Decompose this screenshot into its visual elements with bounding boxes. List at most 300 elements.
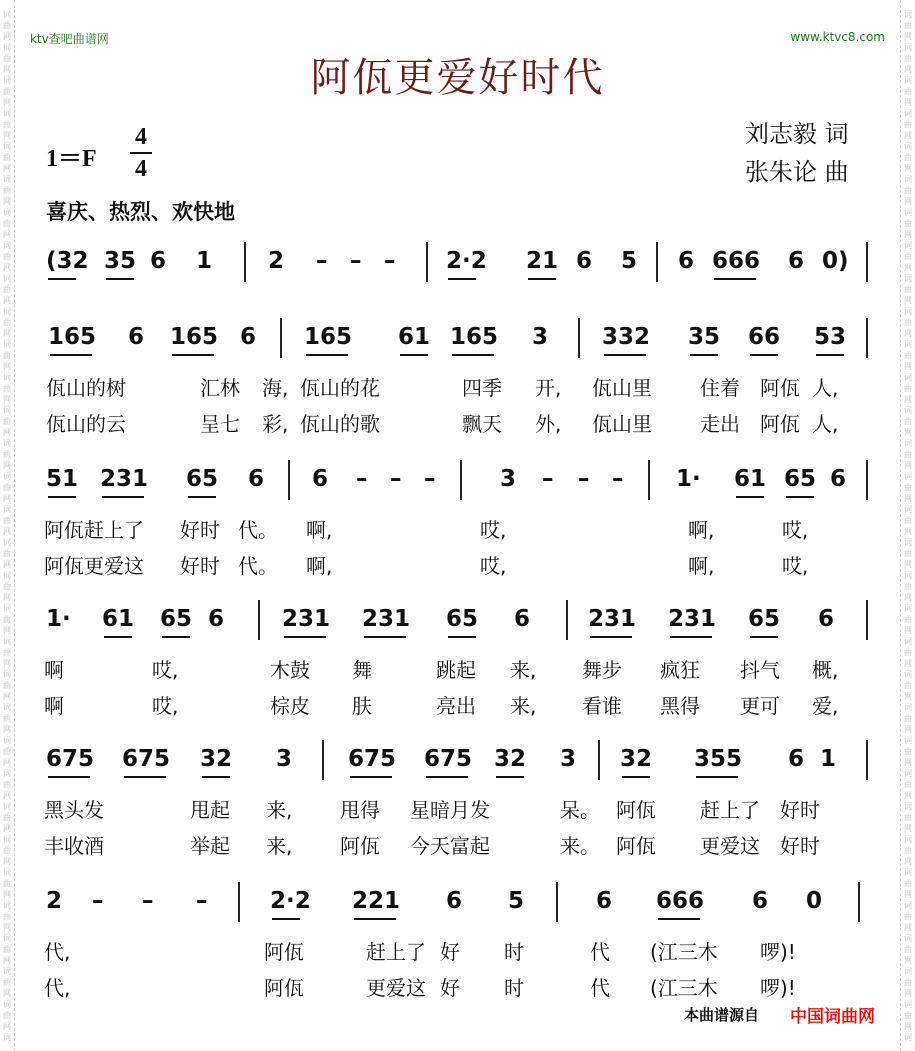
watermark-char: 网 [904, 362, 912, 371]
lyric-word: 代, [44, 940, 71, 964]
lyric-word: 啊, [306, 518, 333, 542]
beam-line [350, 776, 392, 778]
watermark-char: 网 [3, 824, 11, 833]
key-signature: 1＝F [46, 146, 97, 172]
lyric-word: 代。 [238, 518, 278, 542]
bar-line [280, 318, 282, 358]
beam-line [400, 354, 428, 356]
watermark-char: 网 [3, 626, 11, 635]
note-group: 0 [806, 888, 823, 914]
note-group: 53 [814, 324, 847, 350]
beam-line [496, 776, 524, 778]
time-top: 4 [135, 124, 147, 150]
watermark-char: 曲 [904, 186, 912, 195]
note-group: 1· [46, 606, 71, 632]
note-group: 6 [150, 248, 167, 274]
note-group: – [92, 888, 104, 914]
watermark-char: 曲 [904, 54, 912, 63]
watermark-char: 网 [904, 230, 912, 239]
watermark-char: 词 [904, 1033, 912, 1042]
watermark-char: 词 [3, 604, 11, 613]
lyric-word: (江三木 [650, 976, 718, 1000]
watermark-char: 网 [904, 527, 912, 536]
lyric-word: 疯狂 [660, 658, 700, 682]
lyric-word: 啰)! [760, 976, 796, 1000]
watermark-char: 网 [904, 692, 912, 701]
lyrics-line-1 [0, 794, 915, 824]
watermark-char: 曲 [3, 879, 11, 888]
watermark-char: 曲 [904, 318, 912, 327]
watermark-char: 曲 [3, 813, 11, 822]
bar-line [656, 242, 658, 282]
note-group: 65 [186, 466, 219, 492]
lyric-word: 肤 [352, 694, 372, 718]
note-group: 61 [102, 606, 135, 632]
source-label: 本曲谱源自 [684, 1006, 760, 1024]
watermark-char: 词 [3, 868, 11, 877]
watermark-char: 词 [3, 802, 11, 811]
note-group: 165 [48, 324, 97, 350]
note-group: – [356, 466, 368, 492]
watermark-char: 词 [3, 934, 11, 943]
note-group: 666 [712, 248, 761, 274]
note-group: – [196, 888, 208, 914]
beam-line [272, 918, 300, 920]
beam-line [448, 278, 476, 280]
note-group: 6 [312, 466, 329, 492]
watermark-char: 网 [3, 98, 11, 107]
lyric-word: 星暗月发 [410, 798, 490, 822]
watermark-char: 网 [3, 263, 11, 272]
lyric-word: 更爱这 [366, 976, 426, 1000]
watermark-char: 词 [3, 472, 11, 481]
watermark-char: 词 [904, 43, 912, 52]
watermark-char: 词 [3, 340, 11, 349]
watermark-char: 词 [904, 670, 912, 679]
note-group: 2 [46, 888, 63, 914]
lyric-word: 佤山的树 [46, 376, 126, 400]
lyricist: 刘志毅 词 [745, 120, 849, 148]
lyric-word: 时 [504, 940, 524, 964]
beam-line [696, 776, 738, 778]
beam-line [48, 496, 76, 498]
beam-line [690, 354, 718, 356]
note-group: 6 [752, 888, 769, 914]
lyric-word: 阿佤 [616, 834, 656, 858]
watermark-char: 词 [904, 373, 912, 382]
watermark-char: 曲 [904, 1011, 912, 1020]
watermark-char: 网 [904, 890, 912, 899]
note-group: 6 [248, 466, 265, 492]
watermark-char: 曲 [3, 945, 11, 954]
watermark-char: 网 [904, 1022, 912, 1031]
watermark-char: 网 [3, 725, 11, 734]
beam-line [786, 496, 814, 498]
beam-line [448, 636, 476, 638]
lyrics-line-2 [0, 972, 915, 1002]
watermark-char: 曲 [3, 912, 11, 921]
watermark-char: 网 [3, 428, 11, 437]
watermark-char: 网 [3, 527, 11, 536]
note-group: – [316, 248, 328, 274]
note-group: 1· [676, 466, 701, 492]
lyric-word: 代, [44, 976, 71, 1000]
beam-line [306, 354, 348, 356]
note-group: 65 [160, 606, 193, 632]
watermark-char: 曲 [904, 384, 912, 393]
watermark-char: 网 [904, 956, 912, 965]
watermark-char: 曲 [904, 945, 912, 954]
lyric-word: 佤山的花 [300, 376, 380, 400]
watermark-char: 曲 [904, 450, 912, 459]
watermark-char: 网 [3, 164, 11, 173]
beam-line [452, 354, 494, 356]
watermark-char: 词 [3, 76, 11, 85]
lyric-word: 代 [590, 940, 610, 964]
notes-row [0, 466, 915, 506]
lyric-word: 来, [266, 834, 293, 858]
note-group: 2·2 [446, 248, 487, 274]
watermark-char: 曲 [3, 186, 11, 195]
watermark-char: 词 [904, 736, 912, 745]
watermark-char: 网 [904, 428, 912, 437]
watermark-char: 曲 [904, 21, 912, 30]
note-group: 666 [656, 888, 705, 914]
watermark-char: 曲 [904, 879, 912, 888]
beam-line [188, 496, 216, 498]
watermark-char: 曲 [3, 714, 11, 723]
note-group: – [612, 466, 624, 492]
watermark-char: 网 [3, 956, 11, 965]
watermark-char: 曲 [3, 351, 11, 360]
lyric-word: 彩, [262, 412, 289, 436]
lyric-word: 亮出 [436, 694, 476, 718]
lyric-word: 赶上了 [700, 798, 760, 822]
bar-line [244, 242, 246, 282]
notes-row [0, 248, 915, 288]
beam-line [714, 278, 756, 280]
watermark-char: 曲 [904, 483, 912, 492]
lyric-word: 啊, [688, 554, 715, 578]
site-link-left[interactable]: ktv查吧曲谱网 [30, 32, 109, 46]
beam-line [354, 918, 396, 920]
beam-line [172, 354, 214, 356]
lyric-word: 啊 [44, 694, 64, 718]
watermark-char: 网 [904, 164, 912, 173]
watermark-char: 网 [3, 296, 11, 305]
watermark-char: 词 [3, 43, 11, 52]
note-group: – [578, 466, 590, 492]
tempo-marking: 喜庆、热烈、欢快地 [46, 200, 235, 224]
lyric-word: 外, [535, 412, 562, 436]
watermark-char: 曲 [904, 978, 912, 987]
watermark-char: 曲 [3, 747, 11, 756]
watermark-char: 词 [904, 967, 912, 976]
lyric-word: 好时 [180, 554, 220, 578]
watermark-char: 网 [904, 131, 912, 140]
watermark-char: 词 [3, 637, 11, 646]
note-group: 5 [621, 248, 638, 274]
lyrics-line-1 [0, 936, 915, 966]
watermark-char: 网 [3, 65, 11, 74]
lyric-word: 阿佤 [616, 798, 656, 822]
watermark-char: 词 [3, 109, 11, 118]
watermark-char: 曲 [904, 813, 912, 822]
watermark-char: 网 [3, 659, 11, 668]
watermark-char: 曲 [904, 87, 912, 96]
note-group: 6 [446, 888, 463, 914]
lyrics-line-1 [0, 514, 915, 544]
watermark-char: 网 [3, 560, 11, 569]
watermark-char: 网 [3, 230, 11, 239]
lyric-word: (江三木 [650, 940, 718, 964]
watermark-char: 曲 [3, 120, 11, 129]
lyric-word: 代。 [238, 554, 278, 578]
watermark-char: 网 [3, 692, 11, 701]
note-group: 355 [694, 746, 743, 772]
lyric-word: 来, [510, 658, 537, 682]
watermark-char: 词 [3, 835, 11, 844]
note-group: 1 [196, 248, 213, 274]
bar-line [238, 882, 240, 922]
note-group: 165 [170, 324, 219, 350]
beam-line [50, 354, 92, 356]
watermark-char: 曲 [3, 252, 11, 261]
lyric-word: 跳起 [436, 658, 476, 682]
watermark-char: 曲 [904, 252, 912, 261]
watermark-char: 词 [3, 142, 11, 151]
watermark-char: 词 [904, 208, 912, 217]
watermark-char: 网 [3, 461, 11, 470]
beam-line [48, 278, 76, 280]
note-group: 32 [494, 746, 527, 772]
watermark-char: 词 [904, 406, 912, 415]
note-group: 3 [500, 466, 517, 492]
watermark-char: 词 [904, 604, 912, 613]
bar-line [460, 460, 462, 500]
beam-line [622, 776, 650, 778]
watermark-char: 词 [3, 307, 11, 316]
note-group: 6 [830, 466, 847, 492]
bar-line [322, 740, 324, 780]
watermark-char: 网 [3, 989, 11, 998]
lyric-word: 飘天 [462, 412, 502, 436]
note-group: – [350, 248, 362, 274]
watermark-char: 曲 [904, 780, 912, 789]
watermark-char: 曲 [3, 21, 11, 30]
beam-line [284, 636, 326, 638]
bar-line [566, 600, 568, 640]
watermark-char: 曲 [3, 615, 11, 624]
watermark-char: 网 [904, 32, 912, 41]
bar-line [578, 318, 580, 358]
watermark-char: 曲 [3, 219, 11, 228]
beam-line [736, 496, 764, 498]
lyric-word: 哎, [152, 658, 179, 682]
lyric-word: 佤山里 [592, 412, 652, 436]
lyric-word: 舞 [352, 658, 372, 682]
beam-line [202, 776, 230, 778]
lyric-word: 哎, [782, 518, 809, 542]
watermark-char: 网 [3, 923, 11, 932]
note-group: 51 [46, 466, 79, 492]
beam-line [750, 636, 778, 638]
note-group: 61 [734, 466, 767, 492]
lyric-word: 人, [812, 412, 839, 436]
bar-line [556, 882, 558, 922]
watermark-char: 词 [3, 10, 11, 19]
bar-line [858, 882, 860, 922]
lyric-word: 丰收酒 [44, 834, 104, 858]
notes-row [0, 746, 915, 786]
source-site[interactable]: 中国词曲网 [790, 1007, 875, 1027]
beam-line [658, 918, 700, 920]
lyric-word: 木鼓 [270, 658, 310, 682]
watermark-char: 词 [904, 439, 912, 448]
beam-line [670, 636, 712, 638]
lyric-word: 佤山里 [592, 376, 652, 400]
note-group: – [390, 466, 402, 492]
note-group: 65 [784, 466, 817, 492]
lyrics-line-2 [0, 550, 915, 580]
watermark-char: 网 [904, 791, 912, 800]
note-group: 675 [424, 746, 473, 772]
watermark-char: 网 [904, 626, 912, 635]
watermark-char: 词 [904, 835, 912, 844]
watermark-char: 网 [3, 791, 11, 800]
note-group: 0) [822, 248, 849, 274]
watermark-char: 曲 [3, 318, 11, 327]
lyric-word: 更爱这 [700, 834, 760, 858]
watermark-char: 词 [904, 934, 912, 943]
watermark-char: 网 [904, 758, 912, 767]
beam-line [816, 354, 844, 356]
site-link-right[interactable]: www.ktvc8.com [790, 30, 885, 44]
lyric-word: 人, [812, 376, 839, 400]
lyrics-line-2 [0, 690, 915, 720]
notes-row [0, 324, 915, 364]
note-group: 35 [104, 248, 137, 274]
lyric-word: 哎, [480, 518, 507, 542]
watermark-char: 词 [3, 736, 11, 745]
lyric-word: 汇林 [200, 376, 240, 400]
bar-line [426, 242, 428, 282]
note-group: 6 [596, 888, 613, 914]
watermark-char: 词 [3, 967, 11, 976]
lyric-word: 来, [266, 798, 293, 822]
time-signature [128, 122, 154, 184]
note-group: 21 [526, 248, 559, 274]
note-group: 6 [208, 606, 225, 632]
note-group: 2·2 [270, 888, 311, 914]
watermark-char: 词 [904, 10, 912, 19]
beam-line [364, 636, 406, 638]
lyric-word: 阿佤 [264, 976, 304, 1000]
beam-line [104, 636, 132, 638]
note-group: 1 [820, 746, 837, 772]
watermark-char: 曲 [904, 714, 912, 723]
watermark-char: 词 [3, 175, 11, 184]
note-group: 6 [576, 248, 593, 274]
watermark-char: 曲 [3, 648, 11, 657]
lyric-word: 好 [440, 976, 460, 1000]
note-group: – [142, 888, 154, 914]
lyric-word: 甩起 [190, 798, 230, 822]
watermark-char: 词 [904, 274, 912, 283]
watermark-char: 词 [904, 538, 912, 547]
watermark-char: 网 [904, 461, 912, 470]
beam-line [750, 354, 778, 356]
lyrics-line-1 [0, 372, 915, 402]
watermark-char: 网 [904, 329, 912, 338]
lyric-word: 啊 [44, 658, 64, 682]
watermark-char: 网 [3, 857, 11, 866]
note-group: 6 [240, 324, 257, 350]
watermark-char: 词 [3, 901, 11, 910]
note-group: 65 [748, 606, 781, 632]
watermark-char: 曲 [904, 219, 912, 228]
watermark-char: 词 [3, 769, 11, 778]
watermark-char: 词 [3, 670, 11, 679]
watermark-char: 曲 [3, 582, 11, 591]
note-group: 6 [128, 324, 145, 350]
note-group: 2 [268, 248, 285, 274]
lyric-word: 甩得 [340, 798, 380, 822]
watermark-char: 词 [3, 208, 11, 217]
watermark-char: 词 [904, 703, 912, 712]
lyric-word: 好时 [780, 834, 820, 858]
note-group: 6 [788, 746, 805, 772]
bar-line [866, 600, 868, 640]
notes-row [0, 606, 915, 646]
lyric-word: 爱, [812, 694, 839, 718]
note-group: 3 [532, 324, 549, 350]
lyric-word: 好 [440, 940, 460, 964]
watermark-char: 网 [3, 197, 11, 206]
watermark-char: 网 [3, 593, 11, 602]
note-group: 675 [46, 746, 95, 772]
watermark-char: 词 [3, 571, 11, 580]
lyric-word: 举起 [190, 834, 230, 858]
lyrics-line-2 [0, 408, 915, 438]
lyric-word: 赶上了 [366, 940, 426, 964]
note-group: 221 [352, 888, 401, 914]
lyric-word: 海, [262, 376, 289, 400]
watermark-char: 网 [3, 758, 11, 767]
beam-line [102, 496, 144, 498]
watermark-char: 词 [904, 901, 912, 910]
watermark-char: 网 [904, 824, 912, 833]
lyric-word: 佤山的云 [46, 412, 126, 436]
note-group: 5 [508, 888, 525, 914]
note-group: 35 [688, 324, 721, 350]
watermark-char: 词 [3, 505, 11, 514]
bar-line [288, 460, 290, 500]
watermark-char: 词 [904, 505, 912, 514]
lyric-word: 啊, [688, 518, 715, 542]
watermark-char: 网 [904, 989, 912, 998]
note-group: 32 [200, 746, 233, 772]
lyric-word: 概, [812, 658, 839, 682]
watermark-char: 曲 [3, 417, 11, 426]
lyric-word: 阿佤 [760, 376, 800, 400]
lyric-word: 走出 [700, 412, 740, 436]
note-group: – [424, 466, 436, 492]
watermark-char: 曲 [904, 615, 912, 624]
watermark-char: 网 [904, 857, 912, 866]
lyric-word: 哎, [480, 554, 507, 578]
lyric-word: 抖气 [740, 658, 780, 682]
